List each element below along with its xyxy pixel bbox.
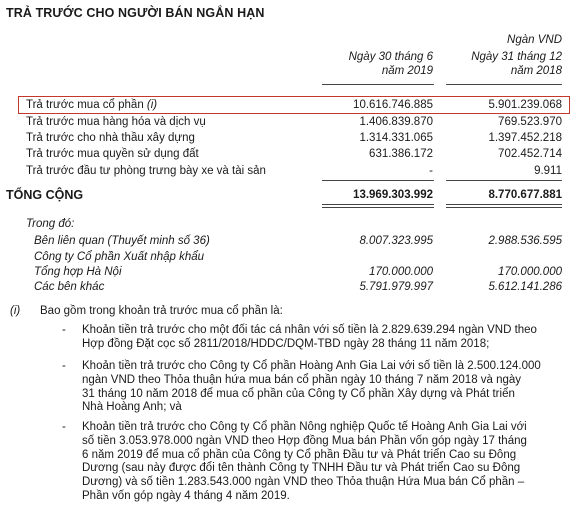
note-marker: (i) — [10, 305, 21, 317]
row-value-2018: 9.911 — [534, 165, 562, 177]
note-paragraph — [82, 324, 564, 352]
breakdown-value-2018: 5.612.141.286 — [488, 281, 562, 293]
breakdown-row — [0, 250, 574, 264]
note-line: Dương) và số tiền 1.283.543.000 ngàn VND theo Thỏa thuận Hứa Mua bán Cổ phần – — [82, 476, 525, 489]
note-line: ngàn VND theo Thỏa thuận hứa mua bán cổ phần ngày 10 tháng 7 năm 2018 và ngày — [82, 373, 522, 386]
currency-unit: Ngàn VND — [507, 34, 562, 46]
row-label: Trả trước mua cổ phần (i) — [26, 99, 158, 111]
row-value-2019: 631.386.172 — [369, 148, 433, 160]
row-value-2018: 5.901.239.068 — [488, 99, 562, 111]
breakdown-label: Tổng hợp Hà Nội — [34, 266, 122, 278]
row-value-2019: 1.406.839.870 — [359, 116, 433, 128]
breakdown-value-2019: 5.791.979.997 — [359, 281, 433, 293]
breakdown-label: Công ty Cổ phần Xuất nhập khẩu — [34, 251, 205, 263]
column-header-2018 — [442, 50, 562, 78]
breakdown-row — [0, 265, 574, 279]
row-value-2019: 10.616.746.885 — [353, 99, 433, 111]
breakdown-value-2019: 8.007.323.995 — [359, 235, 433, 247]
note-line: 31 tháng 10 năm 2018 để mua cổ phần của Công ty Cổ phần Xây dựng và Phát triển — [82, 387, 515, 400]
column-header-2019-line1: Ngày 30 tháng 6 — [348, 51, 433, 63]
row-label: Trả trước đầu tư phòng trưng bày xe và tài sản — [26, 165, 266, 177]
column-header-2019 — [323, 50, 433, 78]
header-rule-2018 — [446, 84, 562, 85]
breakdown-heading-row — [0, 217, 574, 231]
header-rule-2019 — [322, 84, 434, 85]
breakdown-row — [0, 280, 574, 294]
note-line: Phần vốn góp ngày 4 tháng 4 năm 2019. — [82, 489, 290, 502]
note-line: số tiền 3.053.978.000 ngàn VND theo Hợp đồng Mua bán Phần vốn góp ngày 17 tháng — [82, 434, 527, 447]
total-value-2018: 8.770.677.881 — [488, 189, 562, 201]
note-paragraph — [82, 421, 564, 504]
breakdown-row — [0, 234, 574, 248]
table-row — [0, 98, 574, 112]
total-label: TỔNG CỘNG — [6, 188, 84, 202]
note-paragraph — [82, 360, 564, 415]
note-line: Dương (sau này được đổi tên thành Công ty TNHH Đầu tư và Phát triển Cao su Đông — [82, 462, 521, 475]
row-value-2018: 702.452.714 — [498, 148, 562, 160]
bullet-dash: - — [62, 360, 66, 372]
total-rule-2019-b — [322, 207, 434, 208]
row-label: Trả trước mua quyền sử dụng đất — [26, 148, 199, 160]
note-intro: Bao gồm trong khoản trả trước mua cổ phần là: — [40, 305, 283, 317]
column-header-2018-line2: năm 2018 — [510, 65, 562, 77]
bullet-dash: - — [62, 421, 66, 433]
breakdown-label: Bên liên quan (Thuyết minh số 36) — [34, 235, 210, 247]
note-line: Khoản tiền trả trước cho một đối tác cá nhân với số tiền là 2.829.639.294 ngàn VND theo — [82, 324, 537, 336]
table-row — [0, 164, 574, 178]
column-header-2018-line1: Ngày 31 tháng 12 — [471, 51, 562, 63]
row-value-2019: 1.314.331.065 — [359, 132, 433, 144]
total-rule-2018-a — [446, 204, 562, 205]
row-value-2018: 769.523.970 — [498, 116, 562, 128]
column-header-2019-line2: năm 2019 — [381, 65, 433, 77]
note-line: Hợp đồng Đặt cọc số 2811/2018/HDDC/DQM-TBD ngày 28 tháng 11 năm 2018; — [82, 337, 490, 350]
note-line: Nhà Hoàng Anh; và — [82, 401, 182, 414]
note-line: Khoản tiền trả trước cho Công ty Cổ phần Hoàng Anh Gia Lai với số tiền là 2.500.124.000 — [82, 360, 541, 372]
note-line: Khoản tiền trả trước cho Công ty Cổ phần Nông nghiệp Quốc tế Hoàng Anh Gia Lai với — [82, 421, 527, 433]
row-value-2018: 1.397.452.218 — [488, 132, 562, 144]
bullet-dash: - — [62, 324, 66, 336]
subtotal-rule-2019 — [322, 180, 434, 181]
breakdown-heading: Trong đó: — [26, 218, 75, 230]
table-row — [0, 131, 574, 145]
total-row — [0, 188, 574, 202]
breakdown-value-2019: 170.000.000 — [369, 266, 433, 278]
row-label: Trả trước cho nhà thầu xây dựng — [26, 132, 195, 144]
total-rule-2018-b — [446, 207, 562, 208]
breakdown-value-2018: 170.000.000 — [498, 266, 562, 278]
section-title: TRẢ TRƯỚC CHO NGƯỜI BÁN NGẮN HẠN — [6, 6, 265, 20]
subtotal-rule-2018 — [446, 180, 562, 181]
total-value-2019: 13.969.303.992 — [353, 189, 433, 201]
note-reference: (i) — [146, 99, 158, 111]
table-row — [0, 115, 574, 129]
breakdown-value-2018: 2.988.536.595 — [488, 235, 562, 247]
total-rule-2019-a — [322, 204, 434, 205]
note-line: 6 năm 2019 để mua cổ phần của Công ty Cổ phần Đầu tư và Phát triển Cao su Đông — [82, 448, 517, 461]
row-label: Trả trước mua hàng hóa và dịch vụ — [26, 116, 206, 128]
row-value-2019: - — [429, 165, 433, 177]
table-row — [0, 147, 574, 161]
breakdown-label: Các bên khác — [34, 281, 105, 293]
